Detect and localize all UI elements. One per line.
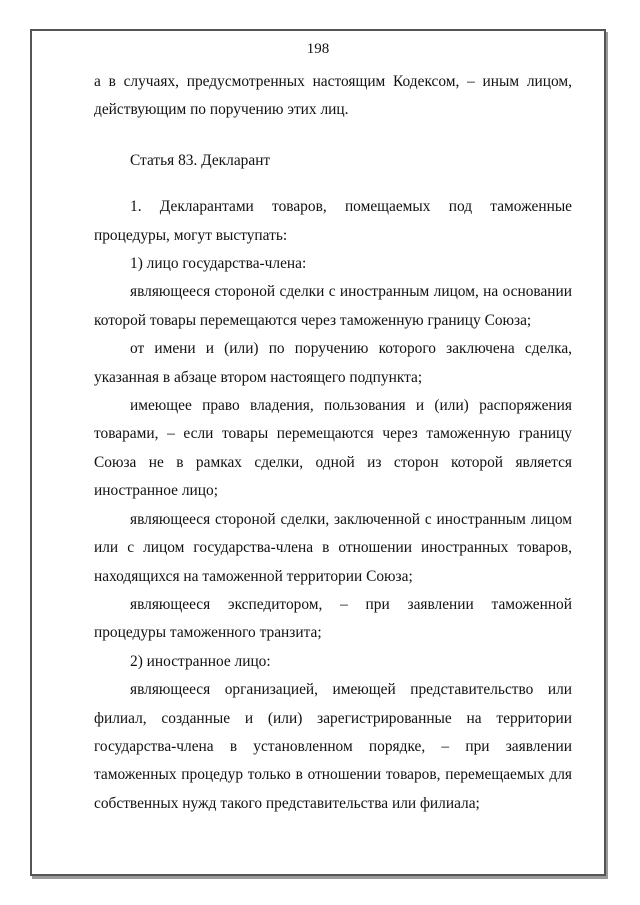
paragraph-forwarder: являющееся экспедитором, – при заявлении таможенной процедуры таможенного транзита; xyxy=(94,595,572,642)
page-number: 198 xyxy=(306,41,330,57)
page-frame xyxy=(30,29,606,876)
paragraph-continuation: а в случаях, предусмотренных настоящим Кодексом, – иным лицом, действующим по поручению этих лиц. xyxy=(94,73,572,119)
paragraph-on-behalf: от имени и (или) по поручению которого заключена сделка, указанная в абзаце втором настоящего подпункта; xyxy=(94,340,572,386)
paragraph-party-of-deal: являющееся стороной сделки с иностранным лицом, на основании которой товары перемещаются через таможенную границу Союза; xyxy=(94,283,572,329)
paragraph-item-1: 1. Декларантами товаров, помещаемых под таможенные процедуры, могут выступать: xyxy=(94,198,572,244)
paragraph-foreign-organization: являющееся организацией, имеющей представительство или филиал, созданные и (или) зарегистрированные на территории государства-члена в установленном порядке, – при заявлении таможенных процедур только в отношении товаров, перемещаемых для собственных нужд такого представительства или филиала; xyxy=(94,681,572,812)
paragraph-ownership-right: имеющее право владения, пользования и (или) распоряжения товарами, – если товары перемещаются через таможенную границу Союза не в рамках сделки, одной из сторон которой является иностранное лицо; xyxy=(94,397,572,500)
page-content xyxy=(94,68,572,818)
subitem-2-heading: 2) иностранное лицо: xyxy=(130,652,271,670)
paragraph-deal-foreign-goods: являющееся стороной сделки, заключенной с иностранным лицом или с лицом государства-члена в отношении иностранных товаров, находящихся на таможенной территории Союза; xyxy=(94,510,572,585)
article-heading: Статья 83. Декларант xyxy=(130,151,271,169)
subitem-1-heading: 1) лицо государства-члена: xyxy=(130,255,307,273)
